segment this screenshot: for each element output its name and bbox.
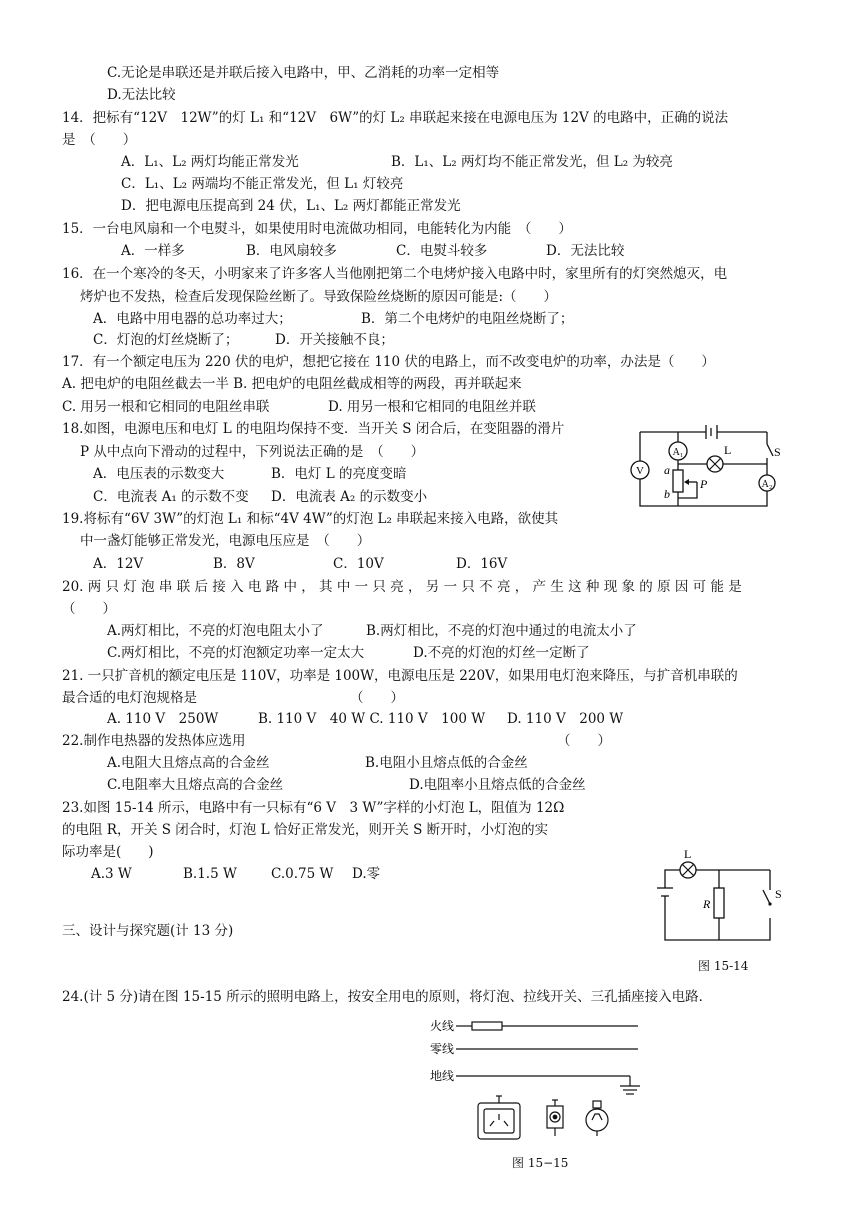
q14-option-b: B．L₁、L₂ 两灯均不能正常发光，但 L₂ 为较亮 xyxy=(391,154,673,170)
rheostat-a-label: a xyxy=(664,463,670,477)
light-bulb-icon xyxy=(586,1101,608,1136)
q14-stem-line1: 14．把标有“12V 12W”的灯 L₁ 和“12V 6W”的灯 L₂ 串联起来接在电源电压为 12V 的电路中，正确的说法 xyxy=(62,110,729,126)
q15-option-c: C．电熨斗较多 xyxy=(396,243,488,259)
q21-option-bc: B. 110 V 40 W C. 110 V 100 W xyxy=(258,711,486,727)
q21-stem-line1: 21. 一只扩音机的额定电压是 110V，功率是 100W，电源电压是 220V，如果用电灯泡来降压，与扩音机串联的 xyxy=(62,668,738,684)
resistor-r-label: R xyxy=(703,897,711,911)
q15-stem: 15．一台电风扇和一个电熨斗，如果使用时电流做功相同，电能转化为内能 （ ） xyxy=(62,221,572,237)
q18-option-d: D．电流表 A₂ 的示数变小 xyxy=(271,489,428,505)
q16-option-b: B．第二个电烤炉的电阻丝烧断了； xyxy=(361,311,574,327)
q23-option-d: D.零 xyxy=(352,866,381,882)
q16-option-d: D．开关接触不良； xyxy=(275,332,394,348)
switch-label: S xyxy=(774,445,781,459)
q14-option-d: D．把电源电压提高到 24 伏，L₁、L₂ 两灯都能正常发光 xyxy=(121,198,461,214)
q14-stem-line2: 是 （ ） xyxy=(62,132,137,148)
q18-option-c: C．电流表 A₁ 的示数不变 xyxy=(93,489,249,505)
slider-p-label: P xyxy=(700,477,708,491)
q15-option-a: A．一样多 xyxy=(121,243,185,259)
lamp-l-label: L xyxy=(684,847,692,861)
socket-icon xyxy=(478,1096,520,1139)
q24-stem: 24.(计 5 分)请在图 15-15 所示的照明电路上，按安全用电的原则，将灯泡、拉线开关、三孔插座接入电路． xyxy=(62,989,713,1005)
q14-option-a: A．L₁、L₂ 两灯均能正常发光 xyxy=(121,154,299,170)
fig-15-14-caption: 图 15-14 xyxy=(698,959,749,973)
q21-stem-line2: 最合适的电灯泡规格是 xyxy=(62,690,197,706)
q20-option-a: A.两灯相比，不亮的灯泡电阻太小了 xyxy=(107,623,324,639)
q21-answer-paren: （ ） xyxy=(350,690,404,706)
q18-stem-line2: P 从中点向下滑动的过程中，下列说法正确的是 （ ） xyxy=(80,444,425,460)
q18-option-a: A．电压表的示数变大 xyxy=(93,466,225,482)
q16-stem-line2: 烤炉也不发热，检查后发现保险丝断了。导致保险丝烧断的原因可能是:（ ） xyxy=(80,289,558,305)
pull-switch-icon xyxy=(547,1100,563,1136)
q22-option-d: D.电阻率小且熔点低的合金丝 xyxy=(409,777,586,793)
q23-option-c: C.0.75 W xyxy=(271,866,334,882)
q13-option-c: C.无论是串联还是并联后接入电路中，甲、乙消耗的功率一定相等 xyxy=(107,65,500,81)
q22-option-a: A.电阻大且熔点高的合金丝 xyxy=(107,755,270,771)
q19-option-d: D．16V xyxy=(456,556,508,572)
neutral-wire-label: 零线 xyxy=(430,1042,455,1056)
ammeter-a1-label: A₁ xyxy=(672,447,684,458)
q18-stem-line1: 18.如图，电源电压和电灯 L 的电阻均保持不变．当开关 S 闭合后，在变阻器的滑片 xyxy=(62,421,565,437)
q16-option-c: C．灯泡的灯丝烧断了； xyxy=(93,332,239,348)
ground-wire-label: 地线 xyxy=(430,1069,455,1083)
q19-stem-line2: 中一盏灯能够正常发光，电源电压应是 （ ） xyxy=(80,533,371,549)
section3-title: 三、设计与探究题(计 13 分) xyxy=(62,923,234,939)
q20-option-b: B.两灯相比，不亮的灯泡中通过的电流太小了 xyxy=(366,623,637,639)
lamp-label: L xyxy=(724,443,732,457)
q20-option-c: C.两灯相比，不亮的灯泡额定功率一定太大 xyxy=(107,645,365,661)
q14-option-c: C．L₁、L₂ 两端均不能正常发光，但 L₁ 灯较亮 xyxy=(121,176,404,192)
live-wire-label: 火线 xyxy=(430,1019,455,1033)
q21-option-d: D. 110 V 200 W xyxy=(507,711,624,727)
fig-15-14-circuit xyxy=(655,848,795,948)
q22-answer-paren: （ ） xyxy=(557,733,611,749)
q20-stem-line2: （ ） xyxy=(62,601,116,617)
q16-stem-line1: 16．在一个寒冷的冬天，小明家来了许多客人当他刚把第二个电烤炉接入电路中时，家里所有的灯突然熄灭，电 xyxy=(62,266,728,282)
q19-stem-line1: 19.将标有“6V 3W”的灯泡 L₁ 和标“4V 4W”的灯泡 L₂ 串联起来接入电路，欲使其 xyxy=(62,511,559,527)
q23-stem-line2: 的电阻 R，开关 S 闭合时，灯泡 L 恰好正常发光，则开关 S 断开时，小灯泡的实 xyxy=(62,822,549,838)
q23-stem-line3: 际功率是( ) xyxy=(62,844,154,860)
fig-15-15-wiring xyxy=(420,1010,660,1160)
q23-option-b: B.1.5 W xyxy=(183,866,237,882)
voltmeter-label: V xyxy=(636,465,644,477)
q22-option-b: B.电阻小且熔点低的合金丝 xyxy=(365,755,528,771)
q20-option-d: D.不亮的灯泡的灯丝一定断了 xyxy=(413,645,590,661)
q17-option-d: D. 用另一根和它相同的电阻丝并联 xyxy=(328,399,536,415)
q20-stem-line1: 20. 两 只 灯 泡 串 联 后 接 入 电 路 中 ， 其 中 一 只 亮 ， 另 一 只 不 亮 ， 产 生 这 种 现 象 的 原 因 可 能 是 xyxy=(62,579,742,595)
q21-option-a: A. 110 V 250W xyxy=(107,711,219,727)
fig-15-15-caption: 图 15−15 xyxy=(512,1156,569,1170)
q22-stem: 22.制作电热器的发热体应选用 xyxy=(62,733,246,749)
ammeter-a2-label: A₂ xyxy=(761,479,773,490)
switch-s-label: S xyxy=(775,887,782,901)
q22-option-c: C.电阻率大且熔点高的合金丝 xyxy=(107,777,284,793)
q18-option-b: B．电灯 L 的亮度变暗 xyxy=(271,466,407,482)
q17-option-c: C. 用另一根和它相同的电阻丝串联 xyxy=(62,399,270,415)
q17-option-ab: A. 把电炉的电阻丝截去一半 B. 把电炉的电阻丝截成相等的两段，再并联起来 xyxy=(62,376,522,392)
q16-option-a: A．电路中用电器的总功率过大； xyxy=(93,311,292,327)
q18-circuit-figure xyxy=(622,418,802,518)
q15-option-d: D．无法比较 xyxy=(546,243,625,259)
q15-option-b: B．电风扇较多 xyxy=(246,243,337,259)
q19-option-a: A．12V xyxy=(93,556,144,572)
q23-option-a: A.3 W xyxy=(91,866,132,882)
q13-option-d: D.无法比较 xyxy=(107,87,176,103)
q19-option-b: B．8V xyxy=(213,556,255,572)
q17-stem: 17．有一个额定电压为 220 伏的电炉，想把它接在 110 伏的电路上，而不改变电炉的功率，办法是（ ） xyxy=(62,354,715,370)
q23-stem-line1: 23.如图 15-14 所示，电路中有一只标有“6 V 3 W”字样的小灯泡 L，阻值为 12Ω xyxy=(62,800,565,816)
q19-option-c: C．10V xyxy=(333,556,384,572)
rheostat-b-label: b xyxy=(664,487,670,501)
